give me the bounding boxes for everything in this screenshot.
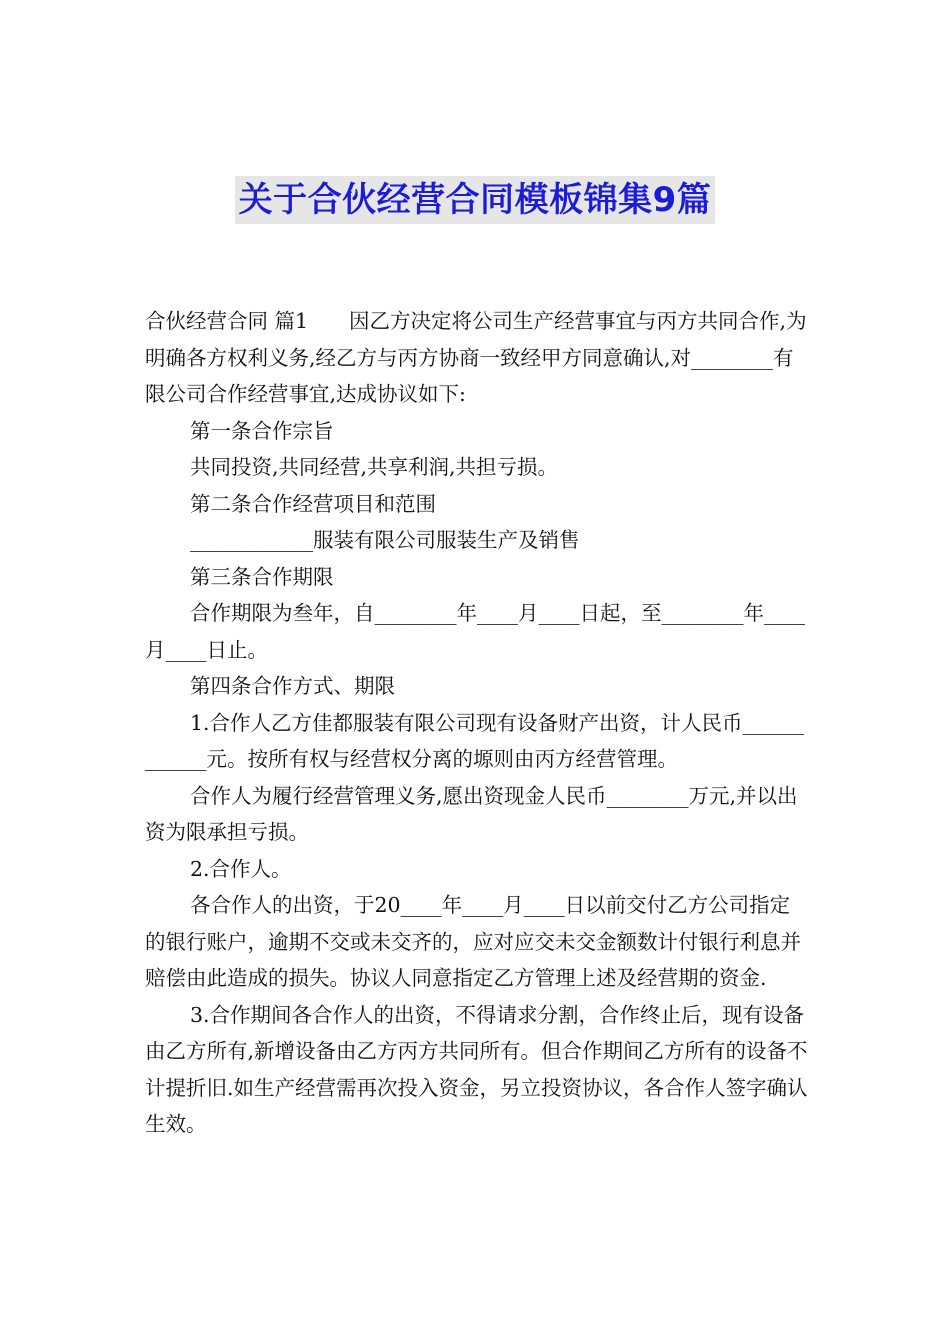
paragraph-article-4-cash: 合作人为履行经营管理义务,愿出资现金人民币________万元,并以出资为限承担亏损。 xyxy=(145,783,798,844)
title-container xyxy=(0,176,950,224)
document-body xyxy=(145,303,810,1143)
paragraph-article-2: ____________服装有限公司服装生产及销售 xyxy=(190,528,580,552)
heading-article-1: 第一条合作宗旨 xyxy=(190,418,334,443)
document-title: 关于合伙经营合同模板锦集9篇 xyxy=(235,176,716,224)
paragraph-article-3: 合作期限为叁年，自________年____月____日起，至________年____月____日止。 xyxy=(145,601,805,662)
paragraph-article-4-item-1: 1.合作人乙方佳都服装有限公司现有设备财产出资，计人民币____________元。按所有权与经营权分离的塬则由丙方经营管理。 xyxy=(145,710,805,771)
heading-article-3: 第三条合作期限 xyxy=(190,564,334,589)
heading-article-2: 第二条合作经营项目和范围 xyxy=(190,491,436,516)
heading-article-4: 第四条合作方式、期限 xyxy=(190,674,395,698)
paragraph-article-4-contribution: 各合作人的出资，于20____年____月____日以前交付乙方公司指定的银行账户，逾期不交或未交齐的，应对应交未交金额数计付银行利息并赔偿由此造成的损失。协议人同意指定乙方管理上述及经营期的资金. xyxy=(145,893,801,990)
paragraph-article-4-item-2: 2.合作人。 xyxy=(190,856,292,881)
paragraph-intro: 合伙经营合同 篇1 因乙方决定将公司生产经营事宜与丙方共同合作,为明确各方权利义务,经乙方与丙方协商一致经甲方同意确认,对________有限公司合作经营事宜,达成协议如下: xyxy=(145,309,807,406)
paragraph-article-1: 共同投资,共同经营,共享利润,共担亏损。 xyxy=(190,455,559,479)
paragraph-article-4-item-3: 3.合作期间各合作人的出资，不得请求分割，合作终止后，现有设备由乙方所有,新增设备由乙方丙方共同所有。但合作期间乙方所有的设备不计提折旧.如生产经营需再次投入资金，另立投资协议，各合作人签字确认生效。 xyxy=(145,1002,808,1136)
